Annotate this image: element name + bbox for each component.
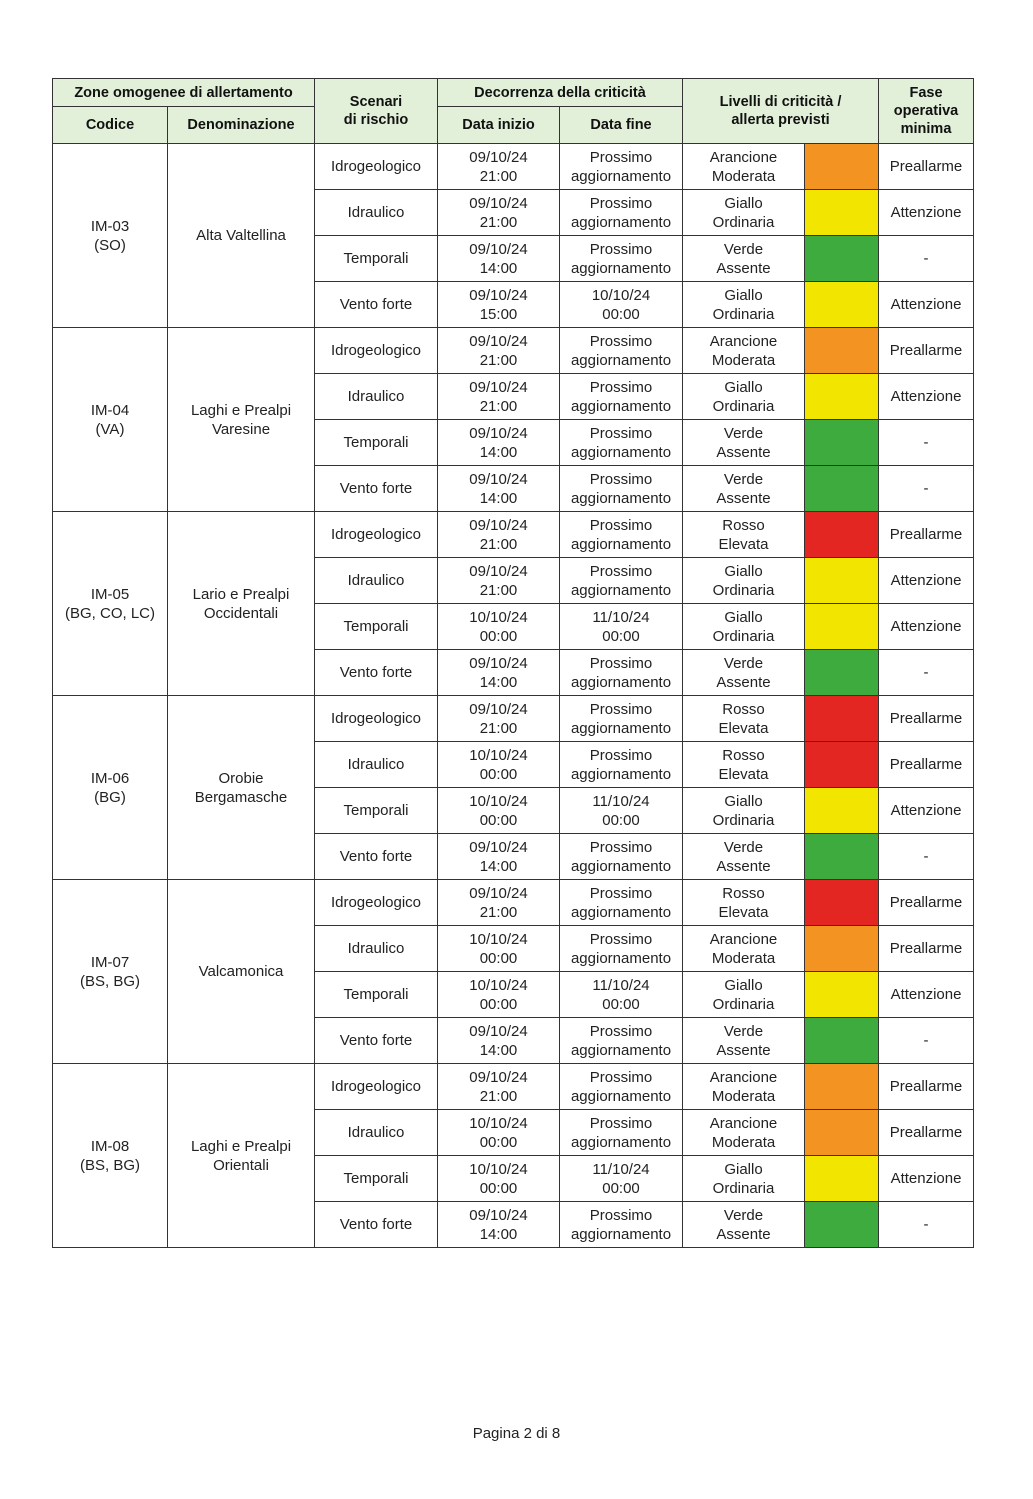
level-color-swatch bbox=[805, 604, 879, 650]
end-date-cell: 11/10/24 00:00 bbox=[560, 972, 683, 1018]
scenario-cell: Temporali bbox=[315, 788, 438, 834]
phase-cell: Preallarme bbox=[879, 926, 974, 972]
phase-cell: Preallarme bbox=[879, 512, 974, 558]
phase-cell: Attenzione bbox=[879, 604, 974, 650]
scenario-cell: Idrogeologico bbox=[315, 1064, 438, 1110]
table-row bbox=[53, 696, 974, 742]
zone-code-cell: IM-06 (BG) bbox=[53, 696, 168, 880]
end-date-cell: Prossimo aggiornamento bbox=[560, 1202, 683, 1248]
level-color-swatch bbox=[805, 880, 879, 926]
level-color-swatch bbox=[805, 926, 879, 972]
scenario-cell: Vento forte bbox=[315, 1202, 438, 1248]
level-color-swatch bbox=[805, 1156, 879, 1202]
end-date-cell: Prossimo aggiornamento bbox=[560, 328, 683, 374]
start-date-cell: 10/10/24 00:00 bbox=[438, 972, 560, 1018]
level-cell: Arancione Moderata bbox=[683, 926, 805, 972]
level-color-swatch bbox=[805, 1110, 879, 1156]
scenario-cell: Temporali bbox=[315, 1156, 438, 1202]
level-cell: Giallo Ordinaria bbox=[683, 190, 805, 236]
scenario-cell: Temporali bbox=[315, 604, 438, 650]
level-color-swatch bbox=[805, 374, 879, 420]
level-cell: Rosso Elevata bbox=[683, 512, 805, 558]
end-date-cell: Prossimo aggiornamento bbox=[560, 880, 683, 926]
scenario-cell: Idraulico bbox=[315, 374, 438, 420]
phase-cell: - bbox=[879, 236, 974, 282]
phase-cell: Preallarme bbox=[879, 144, 974, 190]
level-cell: Giallo Ordinaria bbox=[683, 558, 805, 604]
header-fase: Fase operativa minima bbox=[879, 79, 974, 144]
scenario-cell: Idrogeologico bbox=[315, 696, 438, 742]
zone-code-cell: IM-04 (VA) bbox=[53, 328, 168, 512]
scenario-cell: Vento forte bbox=[315, 650, 438, 696]
scenario-cell: Vento forte bbox=[315, 466, 438, 512]
zone-name-cell: Laghi e Prealpi Orientali bbox=[168, 1064, 315, 1248]
phase-cell: - bbox=[879, 1202, 974, 1248]
level-cell: Giallo Ordinaria bbox=[683, 1156, 805, 1202]
level-cell: Giallo Ordinaria bbox=[683, 604, 805, 650]
phase-cell: - bbox=[879, 834, 974, 880]
start-date-cell: 09/10/24 14:00 bbox=[438, 650, 560, 696]
zone-name-cell: Alta Valtellina bbox=[168, 144, 315, 328]
end-date-cell: Prossimo aggiornamento bbox=[560, 742, 683, 788]
header-data-fine: Data fine bbox=[560, 107, 683, 144]
phase-cell: - bbox=[879, 1018, 974, 1064]
level-cell: Verde Assente bbox=[683, 834, 805, 880]
level-color-swatch bbox=[805, 1018, 879, 1064]
level-color-swatch bbox=[805, 696, 879, 742]
phase-cell: Preallarme bbox=[879, 1110, 974, 1156]
start-date-cell: 09/10/24 21:00 bbox=[438, 512, 560, 558]
scenario-cell: Idrogeologico bbox=[315, 512, 438, 558]
end-date-cell: Prossimo aggiornamento bbox=[560, 650, 683, 696]
end-date-cell: 10/10/24 00:00 bbox=[560, 282, 683, 328]
level-cell: Verde Assente bbox=[683, 236, 805, 282]
level-color-swatch bbox=[805, 236, 879, 282]
scenario-cell: Vento forte bbox=[315, 834, 438, 880]
phase-cell: Attenzione bbox=[879, 788, 974, 834]
scenario-cell: Idrogeologico bbox=[315, 880, 438, 926]
start-date-cell: 10/10/24 00:00 bbox=[438, 742, 560, 788]
start-date-cell: 10/10/24 00:00 bbox=[438, 1156, 560, 1202]
start-date-cell: 09/10/24 14:00 bbox=[438, 1018, 560, 1064]
scenario-cell: Temporali bbox=[315, 972, 438, 1018]
start-date-cell: 09/10/24 21:00 bbox=[438, 696, 560, 742]
scenario-cell: Idraulico bbox=[315, 1110, 438, 1156]
end-date-cell: 11/10/24 00:00 bbox=[560, 604, 683, 650]
end-date-cell: Prossimo aggiornamento bbox=[560, 1064, 683, 1110]
end-date-cell: Prossimo aggiornamento bbox=[560, 512, 683, 558]
start-date-cell: 10/10/24 00:00 bbox=[438, 1110, 560, 1156]
level-cell: Rosso Elevata bbox=[683, 880, 805, 926]
start-date-cell: 09/10/24 15:00 bbox=[438, 282, 560, 328]
zone-code-cell: IM-08 (BS, BG) bbox=[53, 1064, 168, 1248]
table-row bbox=[53, 1064, 974, 1110]
end-date-cell: Prossimo aggiornamento bbox=[560, 236, 683, 282]
end-date-cell: Prossimo aggiornamento bbox=[560, 144, 683, 190]
level-cell: Arancione Moderata bbox=[683, 1064, 805, 1110]
table-body bbox=[53, 144, 974, 1248]
end-date-cell: Prossimo aggiornamento bbox=[560, 696, 683, 742]
start-date-cell: 09/10/24 21:00 bbox=[438, 144, 560, 190]
start-date-cell: 10/10/24 00:00 bbox=[438, 926, 560, 972]
alert-table bbox=[52, 78, 974, 1248]
start-date-cell: 09/10/24 21:00 bbox=[438, 1064, 560, 1110]
scenario-cell: Temporali bbox=[315, 420, 438, 466]
level-color-swatch bbox=[805, 144, 879, 190]
scenario-cell: Idraulico bbox=[315, 558, 438, 604]
level-cell: Arancione Moderata bbox=[683, 1110, 805, 1156]
level-cell: Arancione Moderata bbox=[683, 144, 805, 190]
scenario-cell: Idraulico bbox=[315, 926, 438, 972]
level-color-swatch bbox=[805, 328, 879, 374]
zone-name-cell: Valcamonica bbox=[168, 880, 315, 1064]
end-date-cell: Prossimo aggiornamento bbox=[560, 190, 683, 236]
level-cell: Verde Assente bbox=[683, 1202, 805, 1248]
end-date-cell: Prossimo aggiornamento bbox=[560, 1110, 683, 1156]
zone-code-cell: IM-05 (BG, CO, LC) bbox=[53, 512, 168, 696]
end-date-cell: Prossimo aggiornamento bbox=[560, 558, 683, 604]
level-color-swatch bbox=[805, 742, 879, 788]
zone-code-cell: IM-07 (BS, BG) bbox=[53, 880, 168, 1064]
phase-cell: Preallarme bbox=[879, 696, 974, 742]
end-date-cell: Prossimo aggiornamento bbox=[560, 420, 683, 466]
scenario-cell: Idraulico bbox=[315, 742, 438, 788]
level-color-swatch bbox=[805, 558, 879, 604]
header-codice: Codice bbox=[53, 107, 168, 144]
end-date-cell: 11/10/24 00:00 bbox=[560, 1156, 683, 1202]
table-row bbox=[53, 328, 974, 374]
level-color-swatch bbox=[805, 466, 879, 512]
phase-cell: Attenzione bbox=[879, 282, 974, 328]
phase-cell: Preallarme bbox=[879, 742, 974, 788]
header-denominazione: Denominazione bbox=[168, 107, 315, 144]
start-date-cell: 09/10/24 21:00 bbox=[438, 374, 560, 420]
level-cell: Arancione Moderata bbox=[683, 328, 805, 374]
header-zone-group: Zone omogenee di allertamento bbox=[53, 79, 315, 107]
end-date-cell: Prossimo aggiornamento bbox=[560, 926, 683, 972]
header-data-inizio: Data inizio bbox=[438, 107, 560, 144]
scenario-cell: Vento forte bbox=[315, 282, 438, 328]
phase-cell: - bbox=[879, 650, 974, 696]
header-scenari: Scenari di rischio bbox=[315, 79, 438, 144]
phase-cell: Attenzione bbox=[879, 190, 974, 236]
level-color-swatch bbox=[805, 834, 879, 880]
phase-cell: Attenzione bbox=[879, 1156, 974, 1202]
phase-cell: Preallarme bbox=[879, 1064, 974, 1110]
level-cell: Verde Assente bbox=[683, 420, 805, 466]
scenario-cell: Idrogeologico bbox=[315, 328, 438, 374]
start-date-cell: 09/10/24 14:00 bbox=[438, 834, 560, 880]
end-date-cell: Prossimo aggiornamento bbox=[560, 834, 683, 880]
level-cell: Giallo Ordinaria bbox=[683, 282, 805, 328]
phase-cell: Attenzione bbox=[879, 374, 974, 420]
level-color-swatch bbox=[805, 512, 879, 558]
scenario-cell: Temporali bbox=[315, 236, 438, 282]
level-cell: Verde Assente bbox=[683, 466, 805, 512]
end-date-cell: Prossimo aggiornamento bbox=[560, 1018, 683, 1064]
header-decorrenza: Decorrenza della criticità bbox=[438, 79, 683, 107]
level-color-swatch bbox=[805, 1064, 879, 1110]
level-color-swatch bbox=[805, 972, 879, 1018]
table-row bbox=[53, 880, 974, 926]
level-color-swatch bbox=[805, 650, 879, 696]
phase-cell: Attenzione bbox=[879, 558, 974, 604]
start-date-cell: 09/10/24 14:00 bbox=[438, 1202, 560, 1248]
table-header bbox=[53, 79, 974, 144]
level-cell: Rosso Elevata bbox=[683, 696, 805, 742]
zone-name-cell: Laghi e Prealpi Varesine bbox=[168, 328, 315, 512]
start-date-cell: 09/10/24 21:00 bbox=[438, 328, 560, 374]
zone-name-cell: Lario e Prealpi Occidentali bbox=[168, 512, 315, 696]
level-color-swatch bbox=[805, 420, 879, 466]
level-cell: Giallo Ordinaria bbox=[683, 788, 805, 834]
zone-name-cell: Orobie Bergamasche bbox=[168, 696, 315, 880]
page-number: Pagina 2 di 8 bbox=[472, 1425, 561, 1442]
phase-cell: - bbox=[879, 420, 974, 466]
start-date-cell: 09/10/24 14:00 bbox=[438, 420, 560, 466]
level-cell: Giallo Ordinaria bbox=[683, 374, 805, 420]
scenario-cell: Idraulico bbox=[315, 190, 438, 236]
header-livelli: Livelli di criticità / allerta previsti bbox=[683, 79, 879, 144]
start-date-cell: 10/10/24 00:00 bbox=[438, 788, 560, 834]
end-date-cell: 11/10/24 00:00 bbox=[560, 788, 683, 834]
start-date-cell: 09/10/24 21:00 bbox=[438, 558, 560, 604]
level-cell: Giallo Ordinaria bbox=[683, 972, 805, 1018]
table-row bbox=[53, 144, 974, 190]
level-cell: Verde Assente bbox=[683, 650, 805, 696]
phase-cell: Attenzione bbox=[879, 972, 974, 1018]
start-date-cell: 09/10/24 21:00 bbox=[438, 190, 560, 236]
phase-cell: - bbox=[879, 466, 974, 512]
level-color-swatch bbox=[805, 788, 879, 834]
phase-cell: Preallarme bbox=[879, 880, 974, 926]
scenario-cell: Vento forte bbox=[315, 1018, 438, 1064]
start-date-cell: 10/10/24 00:00 bbox=[438, 604, 560, 650]
scenario-cell: Idrogeologico bbox=[315, 144, 438, 190]
start-date-cell: 09/10/24 14:00 bbox=[438, 236, 560, 282]
phase-cell: Preallarme bbox=[879, 328, 974, 374]
zone-code-cell: IM-03 (SO) bbox=[53, 144, 168, 328]
table-row bbox=[53, 512, 974, 558]
level-color-swatch bbox=[805, 1202, 879, 1248]
level-cell: Verde Assente bbox=[683, 1018, 805, 1064]
level-color-swatch bbox=[805, 282, 879, 328]
start-date-cell: 09/10/24 14:00 bbox=[438, 466, 560, 512]
end-date-cell: Prossimo aggiornamento bbox=[560, 466, 683, 512]
end-date-cell: Prossimo aggiornamento bbox=[560, 374, 683, 420]
level-color-swatch bbox=[805, 190, 879, 236]
level-cell: Rosso Elevata bbox=[683, 742, 805, 788]
start-date-cell: 09/10/24 21:00 bbox=[438, 880, 560, 926]
